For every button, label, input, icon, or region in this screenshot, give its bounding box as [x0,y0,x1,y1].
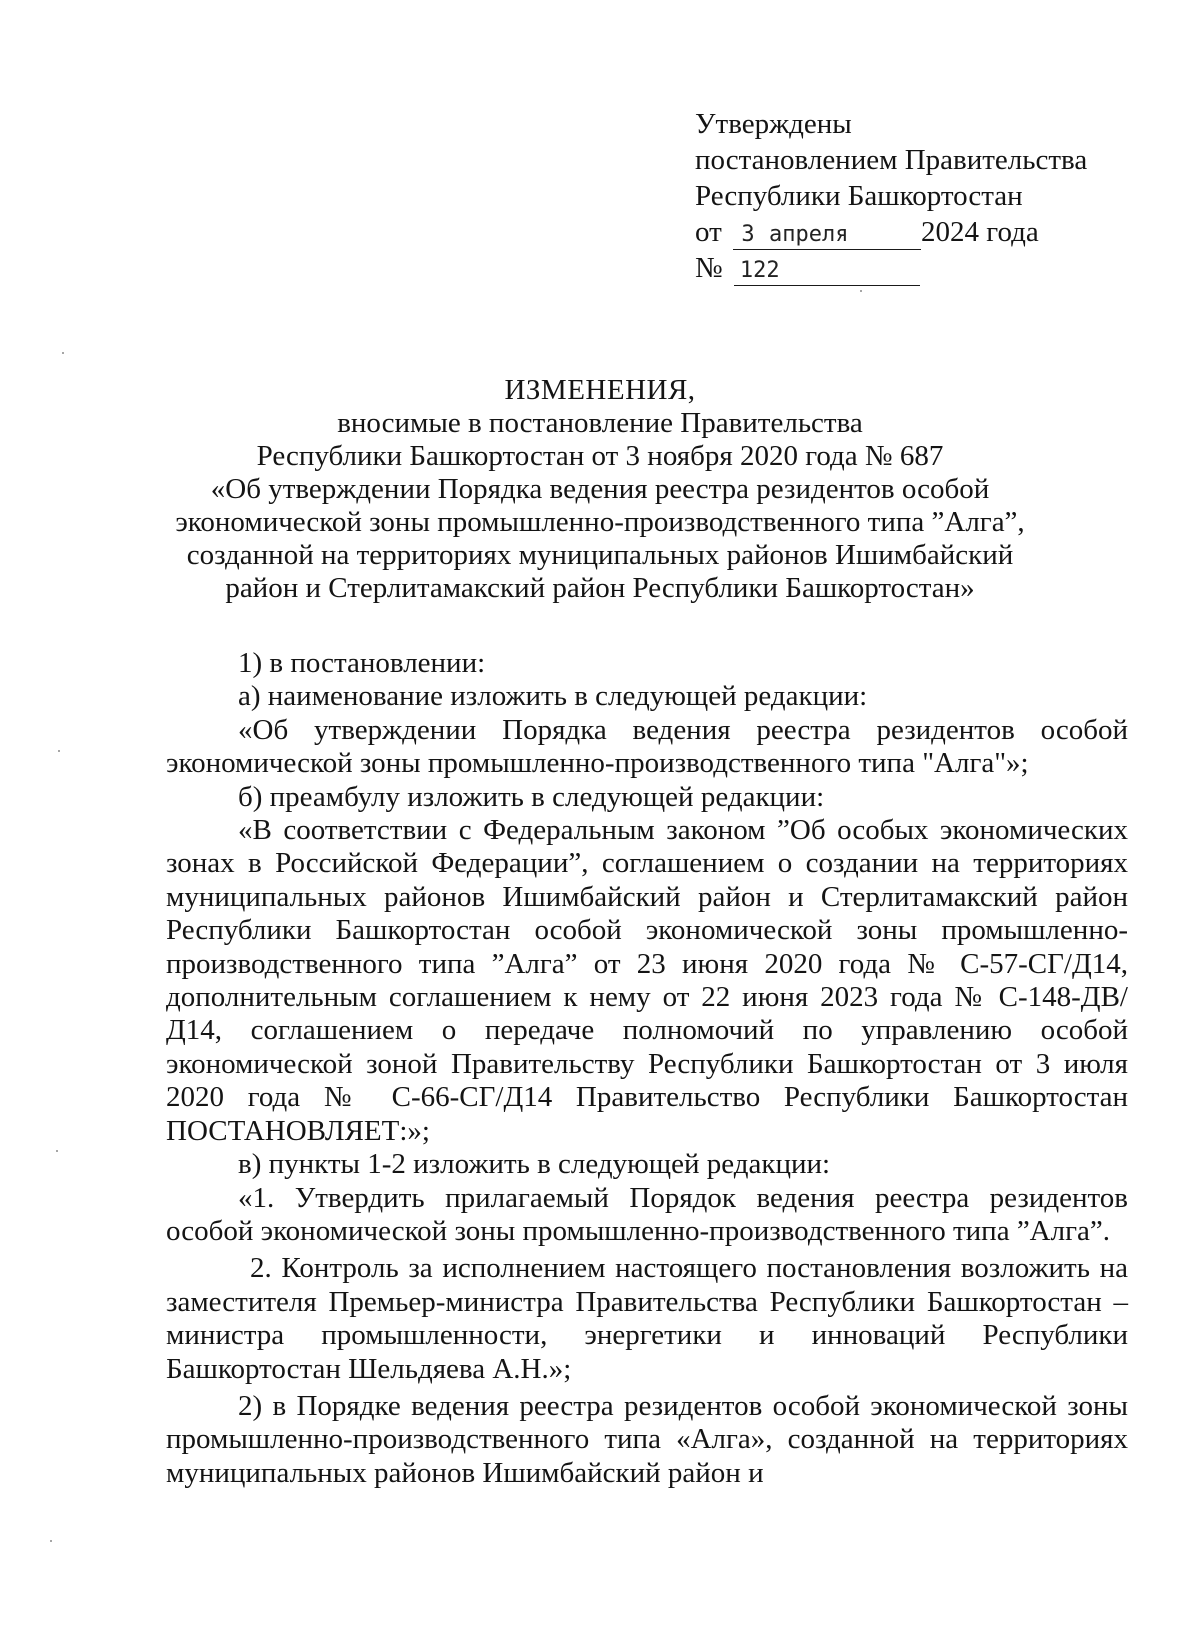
title-line: район и Стерлитамакский район Республики Башкортостан» [225,572,975,604]
paragraph-item-1c: в) пункты 1-2 изложить в следующей редакции: [238,1148,831,1181]
title-line: вносимые в постановление Правительства [337,407,863,439]
approval-date-line [695,214,1135,250]
scan-speck [56,1150,58,1152]
date-month-field: апреля [763,221,921,250]
date-day-field: 3 [733,221,763,250]
approval-number-line [695,250,1135,286]
approval-line-1: Утверждены [695,108,852,140]
approval-block [695,106,1135,286]
paragraph-point-2: 2. Контроль за исполнением настоящего постановления возложить на заместителя Премьер-министра Правительства Республики Башкортостан – министра промышленности, энергетики и инноваций Республики Башкортостан Шельдяева А.Н.»; [166,1252,1128,1385]
paragraph-preamble: «В соответствии с Федеральным законом ”Об особых экономических зонах в Российской Федерации”, соглашением о создании на территориях муниципальных районов Ишимбайский район и Стерлитамакский район Республики Башкортостан особой экономической зоны промышленно-производственного типа ”Алга” от 23 июня 2020 года № С-57-СГ/Д14, дополнительным соглашением к нему от 22 июня 2023 года № С-148-ДВ/Д14, соглашением о передаче полномочий по управлению особой экономической зоной Правительству Республики Башкортостан от 3 июля 2020 года № С-66-СГ/Д14 Правительство Республики Башкортостан ПОСТАНОВЛЯЕТ:»; [166,814,1128,1147]
paragraph-item-2: 2) в Порядке ведения реестра резидентов особой экономической зоны промышленно-производственного типа «Алга», созданной на территориях муниципальных районов Ишимбайский район и [166,1389,1128,1489]
paragraph-new-name: «Об утверждении Порядка ведения реестра резидентов особой экономической зоны промышленно-производственного типа "Алга"»; [166,713,1128,780]
paragraph-item-1b: б) преамбулу изложить в следующей редакции: [238,780,825,813]
paragraph-item-1a: а) наименование изложить в следующей редакции: [238,680,868,713]
document-body [166,647,1128,1490]
title-line: созданной на территориях муниципальных районов Ишимбайский [186,539,1014,571]
document-number-field: 122 [734,257,920,286]
scan-speck [62,352,64,354]
paragraph-point-1: «1. Утвердить прилагаемый Порядок ведения реестра резидентов особой экономической зоны промышленно-производственного типа ”Алга”. [166,1181,1128,1247]
scan-speck [50,1540,52,1542]
title-line: экономической зоны промышленно-производственного типа ”Алга”, [175,506,1025,538]
scan-speck [58,750,60,752]
date-prefix: от [695,216,722,248]
approval-line-3: Республики Башкортостан [695,180,1023,212]
title-line: Республики Башкортостан от 3 ноября 2020 года № 687 [256,440,944,472]
paragraph-item-1: 1) в постановлении: [238,647,486,679]
title-heading: ИЗМЕНЕНИЯ, [504,374,696,406]
approval-line-2: постановлением Правительства [695,144,1088,176]
document-title [120,374,1080,605]
scan-speck [860,290,862,292]
title-line: «Об утверждении Порядка ведения реестра резидентов особой [210,473,990,505]
date-year: 2024 года [921,216,1039,248]
number-prefix: № [695,252,723,284]
